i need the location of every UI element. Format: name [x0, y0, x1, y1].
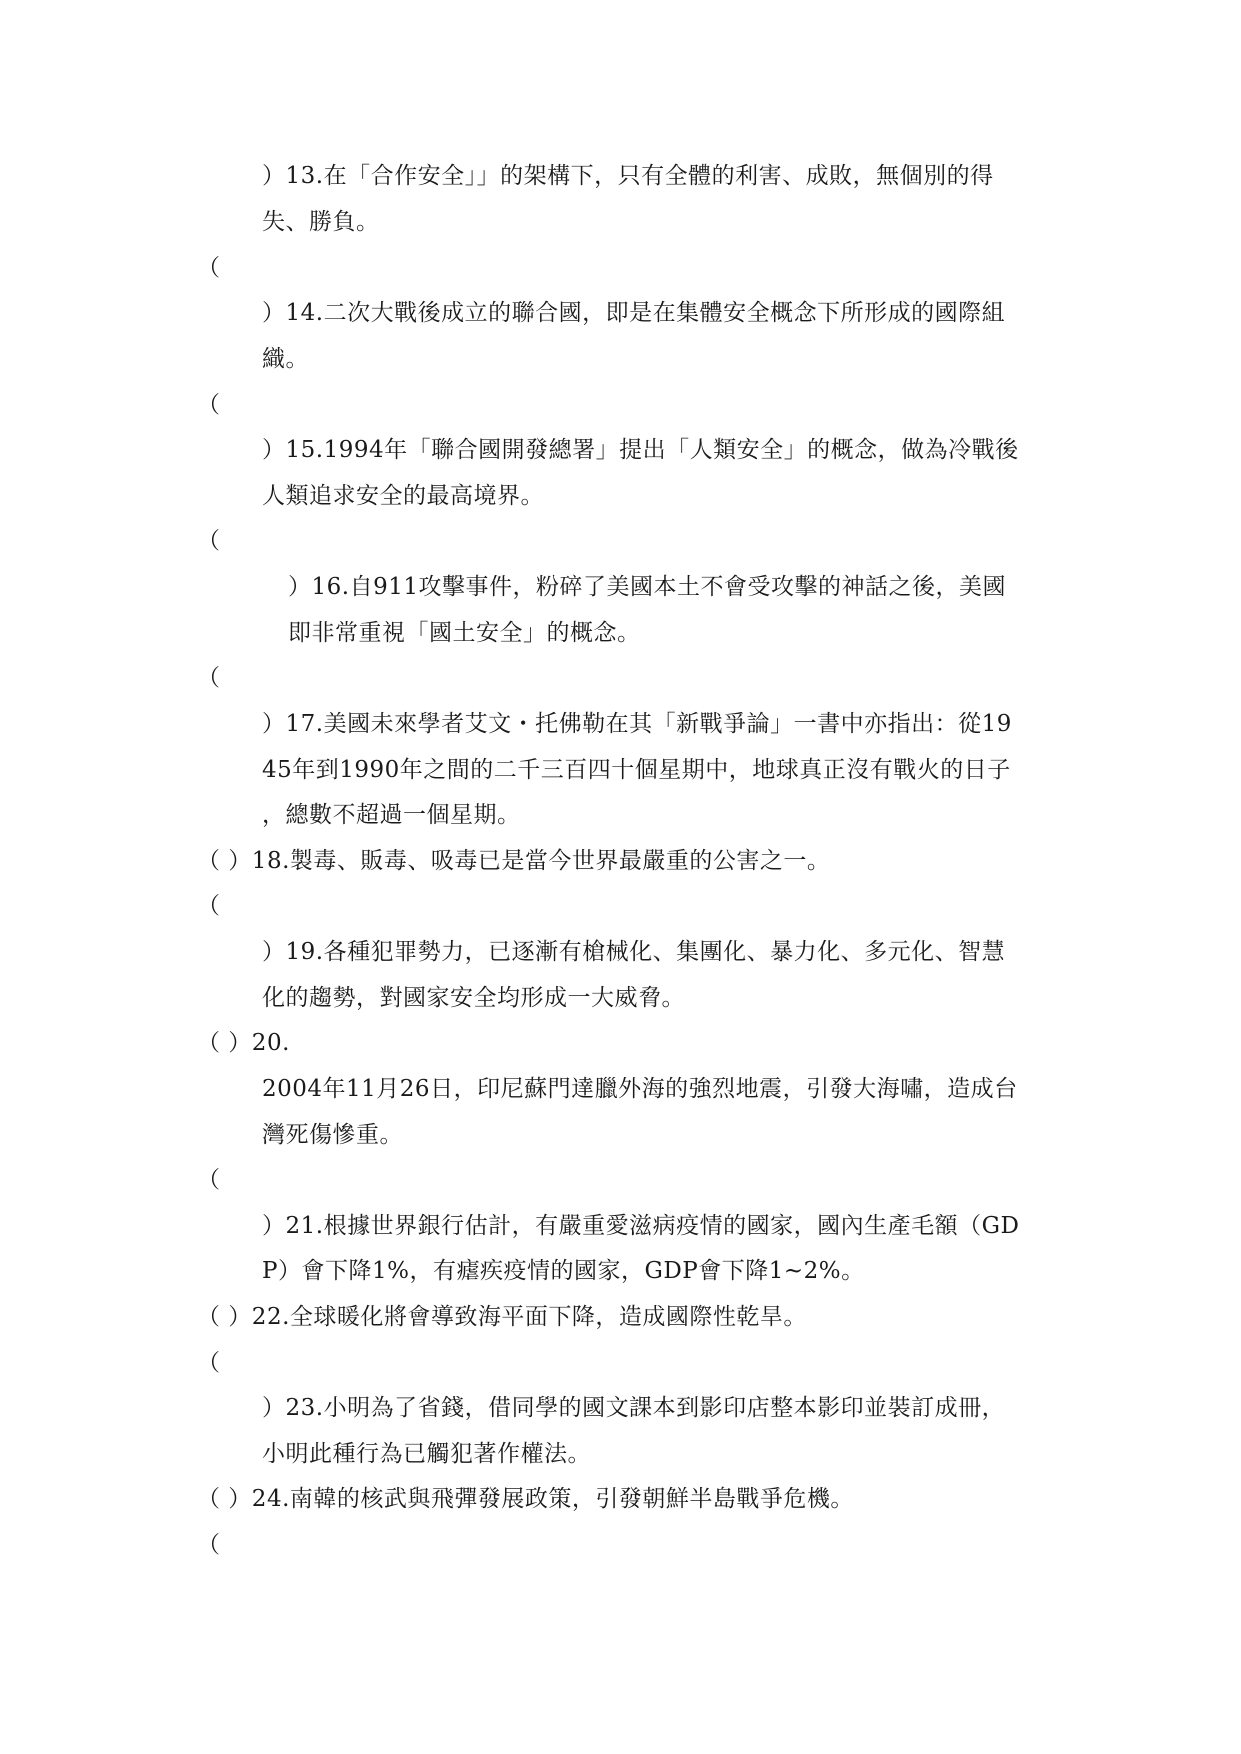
- q22-line-1: （ ）22.全球暖化將會導致海平面下降，造成國際性乾旱。: [197, 1304, 807, 1330]
- q17-line-1: ）17.美國未來學者艾文・托佛勒在其「新戰爭論」一書中亦指出：從19: [262, 711, 1012, 737]
- q19-line-1: ）19.各種犯罪勢力，已逐漸有槍械化、集團化、暴力化、多元化、智慧: [262, 939, 1006, 965]
- q21-line-1: ）21.根據世界銀行估計，有嚴重愛滋病疫情的國家，國內生產毛額（GD: [262, 1213, 1020, 1239]
- q15-line-2: 人類追求安全的最高境界。: [262, 483, 544, 509]
- q17-line-2: 45年到1990年之間的二千三百四十個星期中，地球真正沒有戰火的日子: [262, 757, 1011, 783]
- q14-open-paren: （: [197, 255, 221, 281]
- q23-line-1: ）23.小明為了省錢，借同學的國文課本到影印店整本影印並裝訂成冊，: [262, 1395, 1006, 1421]
- q23-line-2: 小明此種行為已觸犯著作權法。: [262, 1441, 591, 1467]
- q14-line-2: 織。: [262, 346, 309, 372]
- q20-line-1: （ ）20.: [197, 1030, 290, 1056]
- q13-line-2: 失、勝負。: [262, 209, 380, 235]
- q16-line-1: ）16.自911攻擊事件，粉碎了美國本土不會受攻擊的神話之後，美國: [288, 574, 1006, 600]
- q19-open-paren: （: [197, 893, 221, 919]
- q17-line-3: ，總數不超過一個星期。: [262, 802, 521, 828]
- q16-line-2: 即非常重視「國土安全」的概念。: [288, 620, 641, 646]
- q24-line-1: （ ）24.南韓的核武與飛彈發展政策，引發朝鮮半島戰爭危機。: [197, 1486, 854, 1512]
- q16-open-paren: （: [197, 528, 221, 554]
- q20-line-2: 2004年11月26日，印尼蘇門達臘外海的強烈地震，引發大海嘯，造成台: [262, 1076, 1018, 1102]
- q20-line-3: 灣死傷慘重。: [262, 1122, 403, 1148]
- q25-open-paren: （: [197, 1532, 221, 1558]
- q13-line-1: ）13.在「合作安全」」的架構下，只有全體的利害、成敗，無個別的得: [262, 163, 994, 189]
- q18-line-1: （ ）18.製毒、販毒、吸毒已是當今世界最嚴重的公害之一。: [197, 848, 831, 874]
- q23-open-paren: （: [197, 1350, 221, 1376]
- q17-open-paren: （: [197, 665, 221, 691]
- q15-open-paren: （: [197, 392, 221, 418]
- q19-line-2: 化的趨勢，對國家安全均形成一大威脅。: [262, 985, 685, 1011]
- q21-open-paren: （: [197, 1167, 221, 1193]
- q14-line-1: ）14.二次大戰後成立的聯合國，即是在集體安全概念下所形成的國際組: [262, 300, 1006, 326]
- q21-line-2: P）會下降1%，有瘧疾疫情的國家，GDP會下降1~2%。: [262, 1258, 865, 1284]
- q15-line-1: ）15.1994年「聯合國開發總署」提出「人類安全」的概念，做為冷戰後: [262, 437, 1019, 463]
